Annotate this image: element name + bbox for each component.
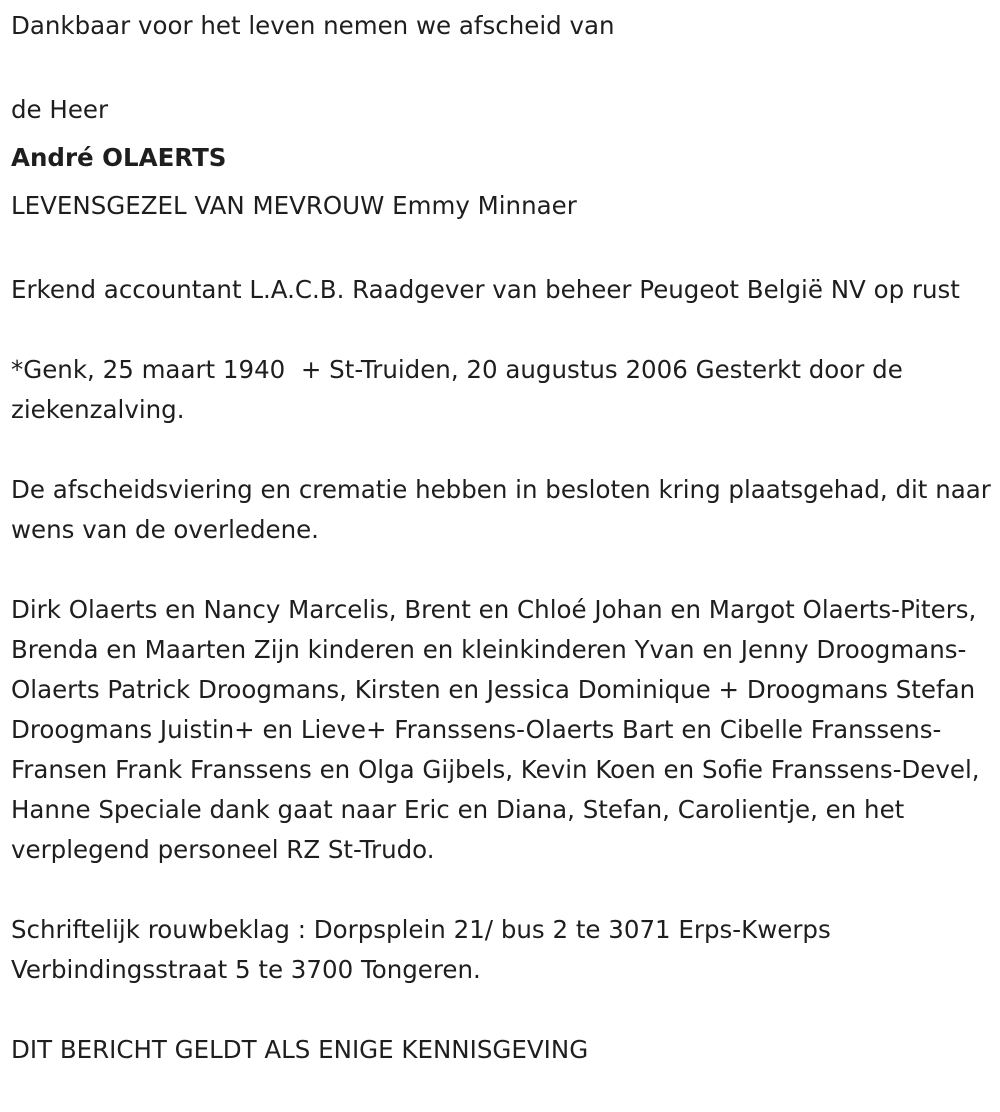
dates-paragraph: *Genk, 25 maart 1940 + St-Truiden, 20 augustus 2006 Gesterkt door de ziekenzalving. bbox=[11, 355, 911, 424]
death-notice bbox=[11, 6, 999, 1070]
spacer bbox=[11, 430, 991, 470]
ceremony-paragraph: De afscheidsviering en crematie hebben in besloten kring plaatsgehad, dit naar wens van de overledene. bbox=[11, 475, 999, 544]
closing-line: DIT BERICHT GELDT ALS ENIGE KENNISGEVING bbox=[11, 1035, 589, 1064]
spacer bbox=[11, 310, 991, 350]
family-paragraph: Dirk Olaerts en Nancy Marcelis, Brent en Chloé Johan en Margot Olaerts-Piters, Brenda en Maarten Zijn kinderen en kleinkinderen Yvan en Jenny Droogmans-Olaerts Patrick Droogmans, Kirsten en Jessica Dominique + Droogmans Stefan Droogmans Juistin+ en Lieve+ Franssens-Olaerts Bart en Cibelle Franssens-Fransen Frank Franssens en Olga Gijbels, Kevin Koen en Sofie Franssens-Devel, Hanne Speciale dank gaat naar Eric en Diana, Stefan, Carolientje, en het verplegend personeel RZ St-Trudo. bbox=[11, 595, 988, 864]
deceased-name: André OLAERTS bbox=[11, 143, 227, 172]
spacer bbox=[11, 990, 991, 1030]
spacer bbox=[11, 230, 991, 270]
condolences-paragraph: Schriftelijk rouwbeklag : Dorpsplein 21/ bus 2 te 3071 Erps-Kwerps Verbindingsstraat 5 te 3700 Tongeren. bbox=[11, 915, 839, 984]
salutation: de Heer bbox=[11, 95, 109, 124]
partner-line: LEVENSGEZEL VAN MEVROUW Emmy Minnaer bbox=[11, 191, 577, 220]
spacer bbox=[11, 46, 991, 86]
profession-paragraph: Erkend accountant L.A.C.B. Raadgever van beheer Peugeot België NV op rust bbox=[11, 275, 960, 304]
spacer bbox=[11, 870, 991, 910]
spacer bbox=[11, 550, 991, 590]
intro-line: Dankbaar voor het leven nemen we afscheid van bbox=[11, 11, 615, 40]
